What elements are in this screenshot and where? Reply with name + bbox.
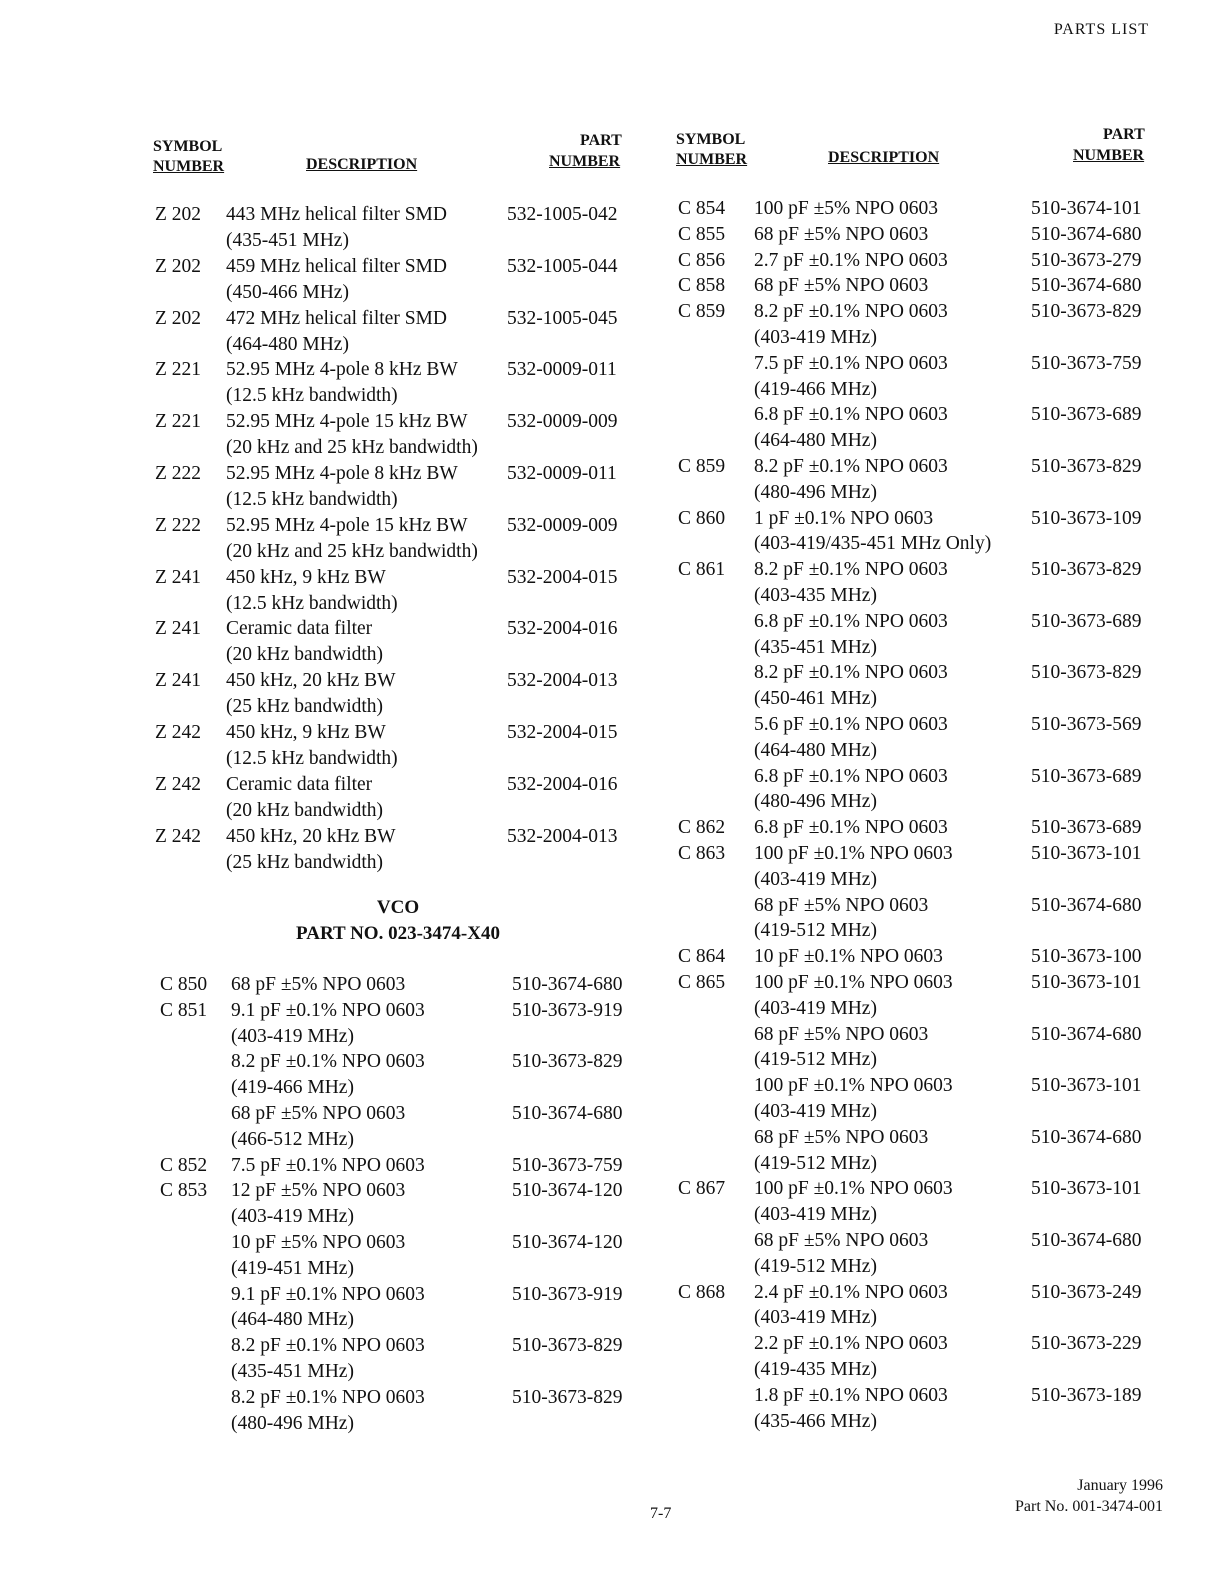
part-number: 510-3673-569 bbox=[1031, 714, 1142, 735]
symbol-number: C 852 bbox=[160, 1154, 208, 1176]
part-description: 10 pF ±0.1% NPO 0603 bbox=[754, 946, 943, 968]
vco-part-number: PART NO. 023-3474-X40 bbox=[296, 923, 500, 944]
part-number: 510-3673-109 bbox=[1031, 507, 1142, 529]
part-description: Ceramic data filter bbox=[226, 773, 373, 795]
symbol-number: C 858 bbox=[678, 275, 726, 297]
part-number: 510-3674-680 bbox=[1031, 275, 1142, 297]
part-description: 68 pF ±5% NPO 0603 bbox=[754, 223, 929, 245]
col-header-description: DESCRIPTION bbox=[828, 149, 940, 166]
part-number: 510-3673-759 bbox=[1031, 352, 1142, 374]
part-number: 510-3673-189 bbox=[1031, 1384, 1142, 1406]
part-description: 9.1 pF ±0.1% NPO 0603 bbox=[231, 999, 425, 1021]
part-number: 510-3673-279 bbox=[1031, 249, 1142, 271]
part-description: 12 pF ±5% NPO 0603 bbox=[231, 1180, 406, 1202]
symbol-number: Z 241 bbox=[155, 618, 202, 640]
part-number: 510-3673-101 bbox=[1031, 843, 1142, 864]
part-number: 532-1005-044 bbox=[507, 255, 618, 277]
part-description: (464-480 MHz) bbox=[226, 333, 349, 355]
col-header-symbol: SYMBOL bbox=[153, 138, 223, 155]
part-description: 52.95 MHz 4-pole 8 kHz BW bbox=[226, 359, 458, 381]
part-description: (12.5 kHz bandwidth) bbox=[226, 488, 398, 510]
col-header-part: PART bbox=[1103, 126, 1145, 143]
part-description: 2.2 pF ±0.1% NPO 0603 bbox=[754, 1333, 948, 1355]
part-number: 532-0009-011 bbox=[507, 359, 617, 381]
symbol-number: Z 221 bbox=[155, 359, 202, 381]
part-description: 68 pF ±5% NPO 0603 bbox=[754, 894, 929, 916]
part-number: 510-3673-759 bbox=[512, 1154, 623, 1176]
part-number: 510-3673-100 bbox=[1031, 946, 1142, 968]
col-header-part-number: NUMBER bbox=[1073, 147, 1145, 164]
part-description: (20 kHz bandwidth) bbox=[226, 799, 384, 821]
symbol-number: C 859 bbox=[678, 456, 726, 477]
symbol-number: C 864 bbox=[678, 946, 726, 968]
part-description: (20 kHz bandwidth) bbox=[226, 644, 384, 666]
part-description: 8.2 pF ±0.1% NPO 0603 bbox=[754, 559, 948, 581]
part-description: (435-466 MHz) bbox=[754, 1410, 877, 1432]
part-description: 100 pF ±0.1% NPO 0603 bbox=[754, 1075, 953, 1097]
part-description: (480-496 MHz) bbox=[754, 481, 877, 503]
part-number: 510-3674-120 bbox=[512, 1180, 623, 1202]
part-description: 8.2 pF ±0.1% NPO 0603 bbox=[231, 1051, 425, 1073]
part-number: 510-3674-680 bbox=[512, 974, 623, 995]
part-description: Ceramic data filter bbox=[226, 618, 373, 640]
part-number: 510-3673-829 bbox=[1031, 301, 1142, 323]
part-description: 6.8 pF ±0.1% NPO 0603 bbox=[754, 817, 948, 839]
part-number: 510-3673-919 bbox=[512, 999, 623, 1021]
part-number: 510-3673-829 bbox=[512, 1386, 623, 1408]
part-description: (480-496 MHz) bbox=[231, 1412, 354, 1434]
symbol-number: Z 202 bbox=[155, 307, 202, 329]
part-description: 450 kHz, 20 kHz BW bbox=[226, 825, 396, 847]
part-description: (403-419 MHz) bbox=[754, 1307, 877, 1329]
part-number: 510-3673-101 bbox=[1031, 972, 1142, 993]
footer-date: January 1996 bbox=[1077, 1477, 1163, 1494]
part-description: (435-451 MHz) bbox=[754, 636, 877, 658]
symbol-number: Z 202 bbox=[155, 204, 202, 225]
col-header-number: NUMBER bbox=[676, 151, 748, 168]
part-description: 100 pF ±5% NPO 0603 bbox=[754, 198, 939, 219]
symbol-number: Z 222 bbox=[155, 463, 202, 484]
symbol-number: C 862 bbox=[678, 817, 726, 839]
part-number: 510-3674-120 bbox=[512, 1232, 623, 1253]
part-number: 532-2004-013 bbox=[507, 825, 618, 847]
part-number: 510-3674-680 bbox=[1031, 1126, 1142, 1148]
part-description: (403-419/435-451 MHz Only) bbox=[754, 533, 992, 555]
part-number: 510-3674-680 bbox=[512, 1103, 623, 1124]
part-description: (450-461 MHz) bbox=[754, 688, 877, 710]
symbol-number: C 860 bbox=[678, 507, 726, 529]
part-description: (435-451 MHz) bbox=[226, 229, 349, 251]
part-description: 9.1 pF ±0.1% NPO 0603 bbox=[231, 1283, 425, 1305]
part-description: (20 kHz and 25 kHz bandwidth) bbox=[226, 437, 478, 459]
part-description: (419-512 MHz) bbox=[754, 1152, 877, 1174]
part-description: (464-480 MHz) bbox=[754, 430, 877, 452]
vco-section-title: VCO bbox=[376, 897, 420, 918]
part-description: 1.8 pF ±0.1% NPO 0603 bbox=[754, 1384, 948, 1406]
part-description: (464-480 MHz) bbox=[754, 739, 877, 761]
col-header-number: NUMBER bbox=[153, 158, 225, 175]
symbol-number: Z 242 bbox=[155, 722, 202, 743]
part-description: 68 pF ±5% NPO 0603 bbox=[231, 974, 406, 995]
part-description: 52.95 MHz 4-pole 15 kHz BW bbox=[226, 514, 468, 536]
part-description: 52.95 MHz 4-pole 8 kHz BW bbox=[226, 463, 458, 484]
part-description: 450 kHz, 20 kHz BW bbox=[226, 670, 396, 692]
part-description: 8.2 pF ±0.1% NPO 0603 bbox=[754, 662, 948, 684]
part-description: 100 pF ±0.1% NPO 0603 bbox=[754, 972, 953, 993]
part-description: 7.5 pF ±0.1% NPO 0603 bbox=[754, 352, 948, 374]
part-description: 68 pF ±5% NPO 0603 bbox=[754, 1023, 929, 1045]
symbol-number: C 859 bbox=[678, 301, 726, 323]
part-number: 510-3674-101 bbox=[1031, 198, 1142, 219]
col-header-part-number: NUMBER bbox=[549, 153, 621, 170]
part-number: 510-3674-680 bbox=[1031, 223, 1142, 245]
symbol-number: C 855 bbox=[678, 223, 726, 245]
part-description: (12.5 kHz bandwidth) bbox=[226, 592, 398, 614]
part-description: 8.2 pF ±0.1% NPO 0603 bbox=[754, 456, 948, 477]
part-description: 52.95 MHz 4-pole 15 kHz BW bbox=[226, 411, 468, 433]
symbol-number: C 865 bbox=[678, 972, 726, 993]
part-number: 532-0009-011 bbox=[507, 463, 617, 484]
part-number: 510-3674-680 bbox=[1031, 894, 1142, 916]
part-description: (419-512 MHz) bbox=[754, 1255, 877, 1277]
part-description: 8.2 pF ±0.1% NPO 0603 bbox=[231, 1335, 425, 1357]
part-description: 6.8 pF ±0.1% NPO 0603 bbox=[754, 404, 948, 426]
part-number: 510-3673-829 bbox=[1031, 662, 1142, 684]
part-description: (403-419 MHz) bbox=[754, 1101, 877, 1122]
page-header-title: PARTS LIST bbox=[1053, 21, 1149, 38]
part-description: 450 kHz, 9 kHz BW bbox=[226, 722, 386, 743]
part-description: 68 pF ±5% NPO 0603 bbox=[231, 1103, 406, 1124]
part-description: 68 pF ±5% NPO 0603 bbox=[754, 1230, 929, 1251]
part-number: 510-3673-229 bbox=[1031, 1333, 1142, 1355]
part-description: 100 pF ±0.1% NPO 0603 bbox=[754, 843, 953, 864]
part-description: (403-419 MHz) bbox=[754, 997, 877, 1019]
part-description: (419-512 MHz) bbox=[754, 920, 877, 942]
part-description: 459 MHz helical filter SMD bbox=[226, 255, 447, 277]
symbol-number: C 850 bbox=[160, 974, 208, 995]
symbol-number: Z 221 bbox=[155, 411, 202, 433]
symbol-number: C 856 bbox=[678, 249, 726, 271]
part-description: (419-451 MHz) bbox=[231, 1257, 354, 1279]
part-number: 532-0009-009 bbox=[507, 514, 618, 536]
part-description: (435-451 MHz) bbox=[231, 1361, 354, 1382]
part-number: 510-3674-680 bbox=[1031, 1230, 1142, 1251]
part-description: (419-512 MHz) bbox=[754, 1049, 877, 1071]
col-header-part: PART bbox=[580, 132, 622, 149]
symbol-number: C 868 bbox=[678, 1281, 726, 1303]
part-number: 532-2004-015 bbox=[507, 566, 618, 588]
symbol-number: Z 202 bbox=[155, 255, 202, 277]
part-description: (419-466 MHz) bbox=[754, 378, 877, 400]
part-number: 510-3673-689 bbox=[1031, 610, 1142, 632]
part-description: (12.5 kHz bandwidth) bbox=[226, 747, 398, 769]
part-description: (403-419 MHz) bbox=[754, 1204, 877, 1226]
part-description: (403-419 MHz) bbox=[754, 868, 877, 890]
col-header-symbol: SYMBOL bbox=[676, 131, 746, 148]
part-description: (25 kHz bandwidth) bbox=[226, 851, 384, 873]
part-description: (403-419 MHz) bbox=[231, 1025, 354, 1047]
part-description: (464-480 MHz) bbox=[231, 1309, 354, 1331]
part-description: 6.8 pF ±0.1% NPO 0603 bbox=[754, 610, 948, 632]
part-description: (403-435 MHz) bbox=[754, 585, 877, 606]
part-number: 532-2004-016 bbox=[507, 773, 618, 795]
part-description: 10 pF ±5% NPO 0603 bbox=[231, 1232, 406, 1253]
part-description: 8.2 pF ±0.1% NPO 0603 bbox=[754, 301, 948, 323]
part-description: 472 MHz helical filter SMD bbox=[226, 307, 447, 329]
symbol-number: C 851 bbox=[160, 999, 208, 1021]
part-number: 532-0009-009 bbox=[507, 411, 618, 433]
part-description: 100 pF ±0.1% NPO 0603 bbox=[754, 1178, 953, 1200]
page-number: 7-7 bbox=[650, 1505, 672, 1522]
part-number: 532-2004-015 bbox=[507, 722, 618, 743]
part-number: 510-3673-689 bbox=[1031, 817, 1142, 839]
symbol-number: C 863 bbox=[678, 843, 726, 864]
part-number: 532-2004-016 bbox=[507, 618, 618, 640]
part-number: 510-3673-101 bbox=[1031, 1075, 1142, 1097]
part-number: 532-1005-045 bbox=[507, 307, 618, 329]
symbol-number: Z 242 bbox=[155, 773, 202, 795]
part-description: 7.5 pF ±0.1% NPO 0603 bbox=[231, 1154, 425, 1176]
part-description: 68 pF ±5% NPO 0603 bbox=[754, 1126, 929, 1148]
part-number: 510-3673-919 bbox=[512, 1283, 623, 1305]
part-description: (403-419 MHz) bbox=[231, 1206, 354, 1228]
part-description: 2.7 pF ±0.1% NPO 0603 bbox=[754, 249, 948, 271]
part-description: 68 pF ±5% NPO 0603 bbox=[754, 275, 929, 297]
col-header-description: DESCRIPTION bbox=[306, 156, 418, 173]
part-description: (20 kHz and 25 kHz bandwidth) bbox=[226, 540, 478, 562]
part-number: 510-3673-101 bbox=[1031, 1178, 1142, 1200]
part-description: (466-512 MHz) bbox=[231, 1128, 354, 1150]
part-description: 6.8 pF ±0.1% NPO 0603 bbox=[754, 765, 948, 787]
part-description: 1 pF ±0.1% NPO 0603 bbox=[754, 507, 934, 529]
symbol-number: Z 241 bbox=[155, 566, 202, 588]
part-number: 510-3673-689 bbox=[1031, 765, 1142, 787]
symbol-number: Z 222 bbox=[155, 514, 202, 536]
symbol-number: C 867 bbox=[678, 1178, 726, 1200]
part-description: (419-466 MHz) bbox=[231, 1077, 354, 1099]
symbol-number: Z 241 bbox=[155, 670, 202, 692]
part-number: 532-2004-013 bbox=[507, 670, 618, 692]
part-description: (419-435 MHz) bbox=[754, 1359, 877, 1380]
part-description: 450 kHz, 9 kHz BW bbox=[226, 566, 386, 588]
part-number: 532-1005-042 bbox=[507, 204, 618, 225]
part-description: 8.2 pF ±0.1% NPO 0603 bbox=[231, 1386, 425, 1408]
part-number: 510-3673-829 bbox=[1031, 456, 1142, 477]
part-number: 510-3674-680 bbox=[1031, 1023, 1142, 1045]
part-description: (25 kHz bandwidth) bbox=[226, 696, 384, 718]
part-description: (403-419 MHz) bbox=[754, 327, 877, 348]
part-number: 510-3673-249 bbox=[1031, 1281, 1142, 1303]
part-description: 443 MHz helical filter SMD bbox=[226, 204, 447, 225]
symbol-number: C 853 bbox=[160, 1180, 208, 1202]
part-description: (12.5 kHz bandwidth) bbox=[226, 385, 398, 407]
part-description: 2.4 pF ±0.1% NPO 0603 bbox=[754, 1281, 948, 1303]
part-number: 510-3673-829 bbox=[512, 1051, 623, 1073]
part-description: 5.6 pF ±0.1% NPO 0603 bbox=[754, 714, 948, 735]
part-description: (450-466 MHz) bbox=[226, 281, 349, 303]
footer-part-number: Part No. 001-3474-001 bbox=[1015, 1498, 1163, 1515]
symbol-number: C 861 bbox=[678, 559, 726, 581]
part-number: 510-3673-829 bbox=[1031, 559, 1142, 581]
part-number: 510-3673-689 bbox=[1031, 404, 1142, 426]
part-description: (480-496 MHz) bbox=[754, 791, 877, 813]
symbol-number: C 854 bbox=[678, 198, 726, 219]
part-number: 510-3673-829 bbox=[512, 1335, 623, 1357]
symbol-number: Z 242 bbox=[155, 825, 202, 847]
